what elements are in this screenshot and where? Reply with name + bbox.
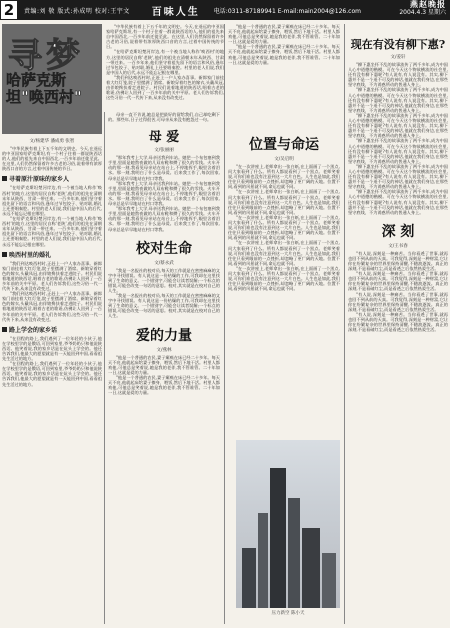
article-body-deep: "有人说,深刻是一种痛苦。当你看透了世事,就再也回不到从前的天真。可我觉得,深刻是一种财富,它让你在纷繁复杂的世界里保持清醒,不随波逐流。真正的深刻,不是看破红尘,而是看透之后依然热爱生活。 <box>348 291 448 312</box>
article-body-fate: "我是一名报社的校对员,每天的工作就是在密密麻麻的文字中寻找错误。有人说这是一份枯燥的工作,可我却在这里找到了生命的意义。一个错别字,可能会让读者误解;一个标点的错误,可能会改变一句话的意思。校对,其实就是在校对自己的人生。 <box>108 293 220 319</box>
byline-mother: 文/张丽丽 <box>154 148 174 154</box>
building-shape <box>302 528 320 608</box>
column-divider <box>104 112 105 624</box>
article-body-position: "在一次讲座上,老师拿出一张白纸,在上面画了一个黑点,问大家看到了什么。所有人都说看到了一个黑点。老师笑着说,可你们谁也没有注意到这一大片白色。人生也是如此,我们往往只看到眼前的一点挫折,却忽略了更广阔的天地。位置不同,看到的风景就不同,命运也就不同。 <box>228 214 340 241</box>
byline-now: 文/姜轩 <box>390 55 406 60</box>
column-3-position <box>228 132 340 438</box>
banner-headline-bottom: 哈萨克斯坦"唤西村" <box>6 71 82 106</box>
article-body-now: "柳下惠坐怀不乱的故事流传了两千多年,成为中国人心中道德的楷模。可在今天这个物欲横流的社会里,还有没有柳下惠呢?有人说有,有人说没有。其实,柳下惠并不是一个遥不可及的神话,他就在我们身边,在那些坚守底线、不为诱惑所动的普通人身上。 <box>348 189 448 215</box>
article-title-mother: 母 爱 <box>148 130 180 146</box>
article-body-position: "在一次讲座上,老师拿出一张白纸,在上面画了一个黑点,问大家看到了什么。所有人都说看到了一个黑点。老师笑着说,可你们谁也没有注意到这一大片白色。人生也是如此,我们往往只看到眼前的一点挫折,却忽略了更广阔的天地。位置不同,看到的风景就不同,命运也就不同。 <box>228 164 340 190</box>
article-body-deep: "有人说,深刻是一种痛苦。当你看透了世事,就再也回不到从前的天真。可我觉得,深刻是一种财富,它让你在纷繁复杂的世界里保持清醒,不随波逐流。真正的深刻,不是看破红尘,而是看透之后依然热爱生活。 <box>348 250 448 272</box>
editor-info: 责编:刘 敬 版式:孙成明 校对:王宇文 <box>24 7 130 15</box>
column-2 <box>108 112 220 624</box>
lead-paragraph: "在哈萨克斯坦楚河岸边,有一个被当地人称作'唤西村'的地方,这里的居民自称'老陕',他们的祖先在清朝末年从陕西、甘肃一带迁来。一百多年来,他们坚守着祖先留下的语言和风俗,逢年过节包饺子、贴对联,婚礼上还要唱秦腔。村里的老人们说,我们是中国人的后代,永远不能忘记根在哪里。 <box>2 185 102 216</box>
masthead <box>399 1 446 17</box>
lead-paragraph: "我们到达唤西村时,正赶上一户人家办喜事。新郎家门前挂着大红灯笼,院子里摆满了酒席。新娘穿着红色的嫁衣,头戴凤冠,由伴娘搀扶着走进院子。村民们说着地道的陕西话,唱着古老的歌谣,仿佛让人回到了一百多年前的关中平原。老人们告诉我们,这些习俗一代一代传下来,从来没有改变过。 <box>2 260 102 292</box>
lead-banner <box>2 24 102 134</box>
lead-subhead-2: 唤西村里的婚礼 <box>2 250 102 259</box>
article-body-fate: "我是一名报社的校对员,每天的工作就是在密密麻麻的文字中寻找错误。有人说这是一份枯燥的工作,可我却在这里找到了生命的意义。一个错别字,可能会让读者误解;一个标点的错误,可能会改变一句话的意思。校对,其实就是在校对自己的人生。 <box>108 267 220 293</box>
article-body-position: "在一次讲座上,老师拿出一张白纸,在上面画了一个黑点,问大家看到了什么。所有人都说看到了一个黑点。老师笑着说,可你们谁也没有注意到这一大片白色。人生也是如此,我们往往只看到眼前的一点挫折,却忽略了更广阔的天地。位置不同,看到的风景就不同,命运也就不同。 <box>228 189 340 215</box>
article-body-position: "在一次讲座上,老师拿出一张白纸,在上面画了一个黑点,问大家看到了什么。所有人都说看到了一个黑点。老师笑着说,可你们谁也没有注意到这一大片白色。人生也是如此,我们往往只看到眼前的一点挫折,却忽略了更广阔的天地。位置不同,看到的风景就不同,命运也就不同。 <box>228 240 340 266</box>
article-title-position: 位置与命运 <box>249 137 319 153</box>
article-body-love: "他是一个普通的农民,妻子瘫痪在床已经二十多年。每天天不亮,他就起床给妻子擦身、喂饭,然后下地干活。村里人都劝他,可他总是笑着说,她是我的老伴,我不管谁管。二十年如一日,这就是爱的力量。 <box>108 354 220 375</box>
lead-paragraph: "中华民族有着上下五千年的文明史。今天,在遥远的中亚国家哈萨克斯坦,有一个村子住着一群说陕西话的人,他们的祖先来自中国西北,一百多年前迁徙至此。在这里,人们仍然保留着许多古老的习俗,说着带有浓厚陕西口音的方言,过着中国传统的节日。 <box>106 24 224 50</box>
article-body-deep: "有人说,深刻是一种痛苦。当你看透了世事,就再也回不到从前的天真。可我觉得,深刻是一种财富,它让你在纷繁复杂的世界里保持清醒,不随波逐流。真正的深刻,不是看破红尘,而是看透之后依然热爱生活。 <box>348 271 448 292</box>
city-skyline-photo <box>236 440 340 608</box>
lead-article <box>2 136 102 624</box>
byline-deep: 文/王书春 <box>388 243 408 249</box>
photo-caption: 压力新空 陈小天 <box>271 611 305 616</box>
square-bullet-icon <box>2 327 7 332</box>
lead-subhead-3: 路上学会的家乡话 <box>2 325 102 334</box>
column-3-top <box>228 24 340 124</box>
byline-love: 文/燕林 <box>156 347 172 353</box>
article-title-love: 爱的力量 <box>136 327 192 344</box>
lead-byline: 文/杨建华 潘成勇 张智 <box>29 139 75 144</box>
article-body-love: "他是一个普通的农民,妻子瘫痪在床已经二十多年。每天天不亮,他就起床给妻子擦身、喂饭,然后下地干活。村里人都劝他,可他总是笑着说,她是我的老伴,我不管谁管。二十年如一日,这就是爱的力量。 <box>228 24 340 45</box>
article-body-mother: "那年我考上大学,母亲送我到车站。她把一个布包塞到我手里,里面是她熬夜做的几双布鞋和攒了很久的零钱。火车开动的那一刻,我看见母亲站在站台上,不停地挥手,眼里含着泪水。那一刻,我明白了什么是母爱。后来我工作了,每次回家,母亲总是早早地站在村口等我。 <box>108 180 220 207</box>
building-shape <box>288 498 300 608</box>
building-shape <box>322 553 336 608</box>
lead-paragraph: "中华民族有着上下五千年的文明史。今天,在遥远的中亚国家哈萨克斯坦,有一个村子住着一群说陕西话的人,他们的祖先来自中国西北,一百多年前迁徙至此。在这里,人们仍然保留着许多古老的习俗,说着带有浓厚陕西口音的方言,过着中国传统的节日。 <box>2 146 102 172</box>
banner-headline-top: 寻梦 <box>8 36 84 76</box>
article-body-now: "柳下惠坐怀不乱的故事流传了两千多年,成为中国人心中道德的楷模。可在今天这个物欲横流的社会里,还有没有柳下惠呢?有人说有,有人说没有。其实,柳下惠并不是一个遥不可及的神话,他就在我们身边,在那些坚守底线、不为诱惑所动的普通人身上。 <box>348 87 448 113</box>
article-body-love: "他是一个普通的农民,妻子瘫痪在床已经二十多年。每天天不亮,他就起床给妻子擦身、喂饭,然后下地干活。村里人都劝他,可他总是笑着说,她是我的老伴,我不管谁管。二十年如一日,这就是爱的力量。 <box>108 374 220 396</box>
section-title: 百味人生 <box>151 6 200 18</box>
paper-name: 燕赵晚报 <box>410 0 446 9</box>
article-body-mother: "那年我考上大学,母亲送我到车站。她把一个布包塞到我手里,里面是她熬夜做的几双布鞋和攒了很久的零钱。火车开动的那一刻,我看见母亲站在站台上,不停地挥手,眼里含着泪水。那一刻,我明白了什么是母爱。后来我工作了,每次回家,母亲总是早早地站在村口等我。 <box>108 206 220 232</box>
article-title-deep: 深 刻 <box>381 223 415 240</box>
article-body-now: "柳下惠坐怀不乱的故事流传了两千多年,成为中国人心中道德的楷模。可在今天这个物欲横流的社会里,还有没有柳下惠呢?有人说有,有人说没有。其实,柳下惠并不是一个遥不可及的神话,他就在我们身边,在那些坚守底线、不为诱惑所动的普通人身上。 <box>348 138 448 164</box>
article-body-now: "柳下惠坐怀不乱的故事流传了两千多年,成为中国人心中道德的楷模。可在今天这个物欲横流的社会里,还有没有柳下惠呢?有人说有,有人说没有。其实,柳下惠并不是一个遥不可及的神话,他就在我们身边,在那些坚守底线、不为诱惑所动的普通人身上。 <box>348 62 448 88</box>
article-body-deep: "有人说,深刻是一种痛苦。当你看透了世事,就再也回不到从前的天真。可我觉得,深刻是一种财富,它让你在纷繁复杂的世界里保持清醒,不随波逐流。真正的深刻,不是看破红尘,而是看透之后依然热爱生活。 <box>348 311 448 333</box>
byline-fate: 文/蔡永武 <box>154 260 174 266</box>
intro-paragraph: 母亲一直不肯说,她总是把最好的留给我们,自己却吃剩下的。那些年,日子过得很苦,可母亲从来没有抱怨过一句。 <box>108 112 220 123</box>
lead-paragraph: "在哈萨克斯坦楚河岸边,有一个被当地人称作'唤西村'的地方,这里的居民自称'老陕',他们的祖先在清朝末年从陕西、甘肃一带迁来。一百多年来,他们坚守着祖先留下的语言和风俗,逢年过节包饺子、贴对联,婚礼上还要唱秦腔。村里的老人们说,我们是中国人的后代,永远不能忘记根在哪里。 <box>2 216 102 247</box>
article-title-now: 现在有没有柳下惠? <box>350 38 446 51</box>
lead-paragraph: "在回程的路上,我们遇到了一位年轻的小伙子,他在学校里学的是俄语,可回到家里,爷爷奶奶只和他说陕西话。他笑着说,我的家乡话是在炕头上学会的。他还告诉我们,他最大的愿望就是有一天能回到中国,看看祖先生活过的地方。 <box>2 335 102 362</box>
building-shape <box>258 513 268 608</box>
article-body-now: "柳下惠坐怀不乱的故事流传了两千多年,成为中国人心中道德的楷模。可在今天这个物欲横流的社会里,还有没有柳下惠呢?有人说有,有人说没有。其实,柳下惠并不是一个遥不可及的神话,他就在我们身边,在那些坚守底线、不为诱惑所动的普通人身上。 <box>348 112 448 139</box>
column-divider <box>224 24 225 624</box>
page-number: 2 <box>0 0 18 20</box>
building-shape <box>270 468 286 608</box>
lead-paragraph: "在哈萨克斯坦楚河岸边,有一个被当地人称作'唤西村'的地方,这里的居民自称'老陕',他们的祖先在清朝末年从陕西、甘肃一带迁来。一百多年来,他们坚守着祖先留下的语言和风俗,逢年过节包饺子、贴对联,婚礼上还要唱秦腔。村里的老人们说,我们是中国人的后代,永远不能忘记根在哪里。 <box>106 49 224 75</box>
lead-continuation <box>106 24 224 110</box>
article-title-fate: 校对生命 <box>136 240 192 257</box>
issue-date: 2004.4.3 星期六 <box>399 9 446 16</box>
square-bullet-icon <box>2 176 7 181</box>
column-divider <box>344 24 345 624</box>
article-body-now: "柳下惠坐怀不乱的故事流传了两千多年,成为中国人心中道德的楷模。可在今天这个物欲横流的社会里,还有没有柳下惠呢?有人说有,有人说没有。其实,柳下惠并不是一个遥不可及的神话,他就在我们身边,在那些坚守底线、不为诱惑所动的普通人身上。 <box>348 163 448 190</box>
article-body-mother: "那年我考上大学,母亲送我到车站。她把一个布包塞到我手里,里面是她熬夜做的几双布鞋和攒了很久的零钱。火车开动的那一刻,我看见母亲站在站台上,不停地挥手,眼里含着泪水。那一刻,我明白了什么是母爱。后来我工作了,每次回家,母亲总是早早地站在村口等我。 <box>108 155 220 181</box>
contact-info: 电话:0311-87189941 E-mail:main2004@126.com <box>213 7 361 15</box>
byline-position: 文/吴启明 <box>274 157 294 162</box>
lead-subhead-1: 寻着原汁原味的家乡人 <box>2 174 102 183</box>
column-4 <box>348 24 448 624</box>
building-shape <box>242 548 256 608</box>
lead-paragraph: "在回程的路上,我们遇到了一位年轻的小伙子,他在学校里学的是俄语,可回到家里,爷爷奶奶只和他说陕西话。他笑着说,我的家乡话是在炕头上学会的。他还告诉我们,他最大的愿望就是有一天能回到中国,看看祖先生活过的地方。 <box>2 361 102 387</box>
article-body-love: "他是一个普通的农民,妻子瘫痪在床已经二十多年。每天天不亮,他就起床给妻子擦身、喂饭,然后下地干活。村里人都劝他,可他总是笑着说,她是我的老伴,我不管谁管。二十年如一日,这就是爱的力量。 <box>228 44 340 65</box>
page-header <box>0 0 450 20</box>
lead-paragraph: "我们到达唤西村时,正赶上一户人家办喜事。新郎家门前挂着大红灯笼,院子里摆满了酒席。新娘穿着红色的嫁衣,头戴凤冠,由伴娘搀扶着走进院子。村民们说着地道的陕西话,唱着古老的歌谣,仿佛让人回到了一百多年前的关中平原。老人们告诉我们,这些习俗一代一代传下来,从来没有改变过。 <box>106 74 224 101</box>
lead-paragraph: "我们到达唤西村时,正赶上一户人家办喜事。新郎家门前挂着大红灯笼,院子里摆满了酒席。新娘穿着红色的嫁衣,头戴凤冠,由伴娘搀扶着走进院子。村民们说着地道的陕西话,唱着古老的歌谣,仿佛让人回到了一百多年前的关中平原。老人们告诉我们,这些习俗一代一代传下来,从来没有改变过。 <box>2 291 102 322</box>
article-body-position: "在一次讲座上,老师拿出一张白纸,在上面画了一个黑点,问大家看到了什么。所有人都说看到了一个黑点。老师笑着说,可你们谁也没有注意到这一大片白色。人生也是如此,我们往往只看到眼前的一点挫折,却忽略了更广阔的天地。位置不同,看到的风景就不同,命运也就不同。 <box>228 265 340 292</box>
square-bullet-icon <box>2 252 7 257</box>
